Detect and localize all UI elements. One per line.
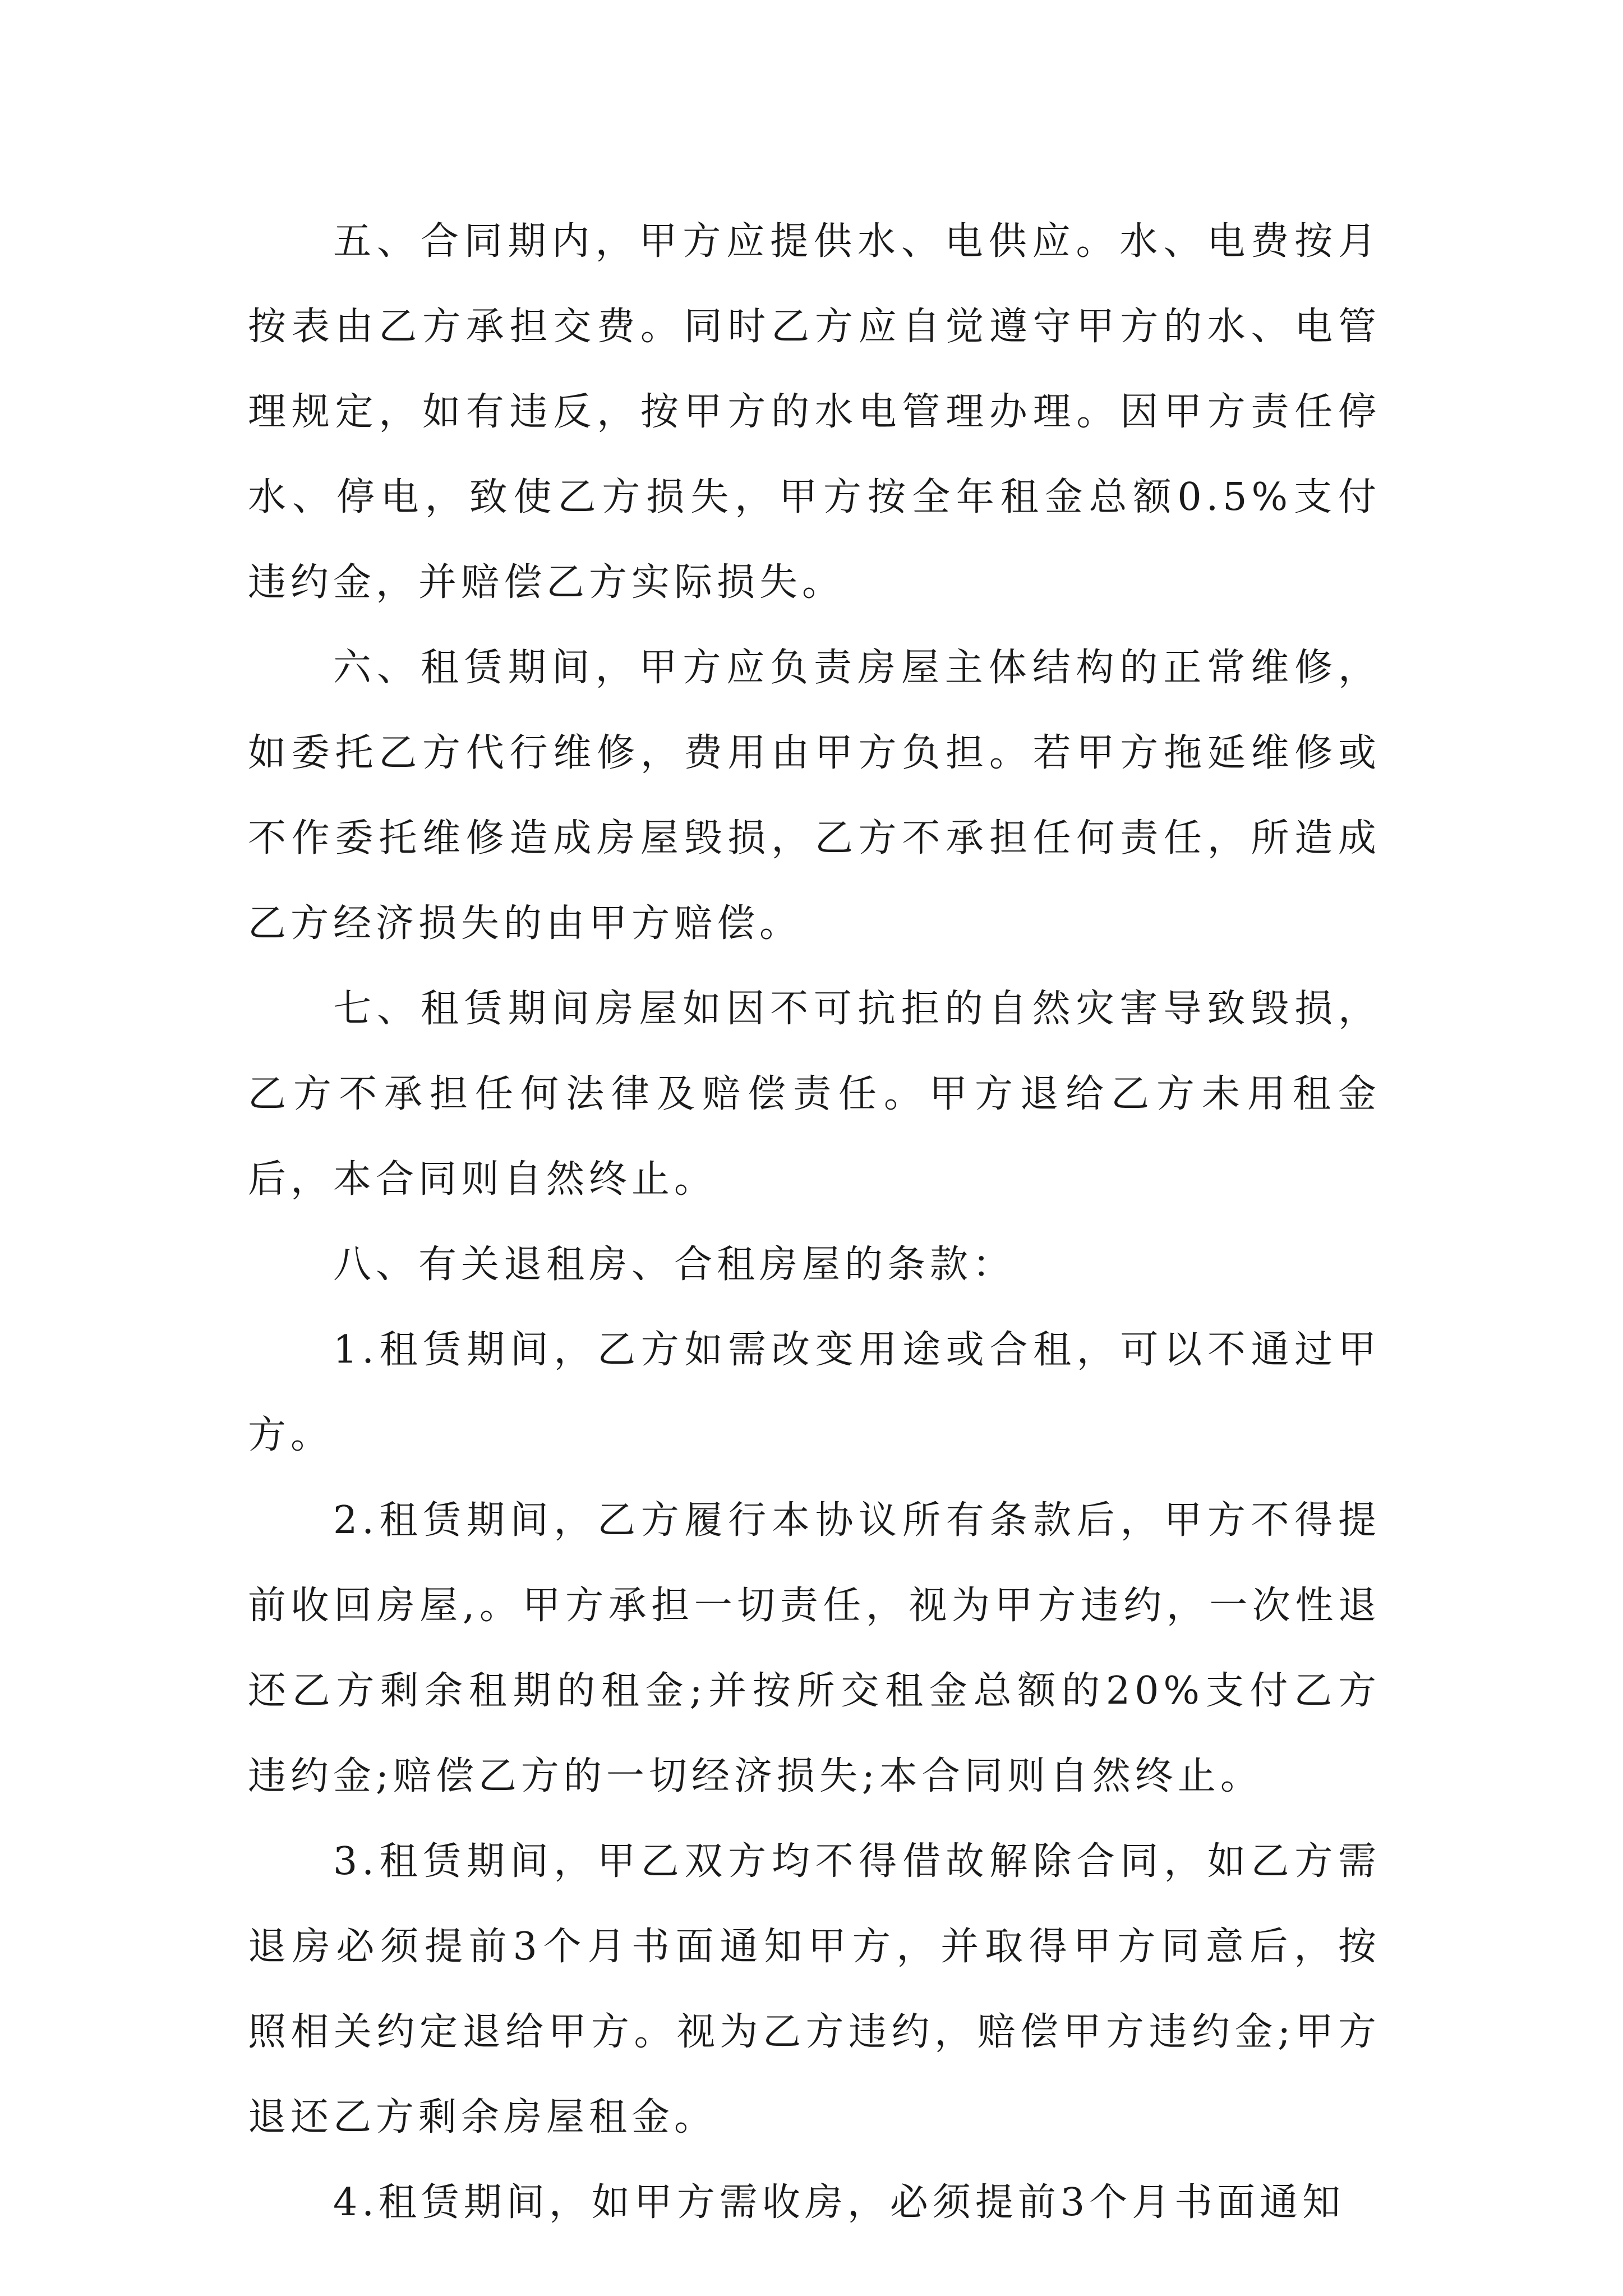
clause-6-paragraph: 六、租赁期间，甲方应负责房屋主体结构的正常维修，如委托乙方代行维修，费用由甲方负担。若甲方拖延维修或不作委托维修造成房屋毁损，乙方不承担任何责任，所造成乙方经济损失的由甲方赔偿。 <box>248 646 1381 946</box>
clause-7-paragraph: 七、租赁期间房屋如因不可抗拒的自然灾害导致毁损，乙方不承担任何法律及赔偿责任。甲方退给乙方未用租金后，本合同则自然终止。 <box>248 987 1381 1202</box>
clause-8-item-1: 1.租赁期间，乙方如需改变用途或合租，可以不通过甲方。 <box>248 1328 1381 1457</box>
clause-8-item-3: 3.租赁期间，甲乙双方均不得借故解除合同，如乙方需退房必须提前3个月书面通知甲方，并取得甲方同意后，按照相关约定退给甲方。视为乙方违约，赔偿甲方违约金;甲方退还乙方剩余房屋租金。 <box>248 1839 1381 2139</box>
contract-body <box>248 199 1381 2246</box>
clause-8-item-4: 4.租赁期间，如甲方需收房，必须提前3个月书面通知 <box>333 2180 1345 2225</box>
clause-5-paragraph: 五、合同期内，甲方应提供水、电供应。水、电费按月按表由乙方承担交费。同时乙方应自觉遵守甲方的水、电管理规定，如有违反，按甲方的水电管理办理。因甲方责任停水、停电，致使乙方损失，甲方按全年租金总额0.5%支付违约金，并赔偿乙方实际损失。 <box>248 219 1381 605</box>
clause-8-item-2: 2.租赁期间，乙方履行本协议所有条款后，甲方不得提前收回房屋,。甲方承担一切责任，视为甲方违约，一次性退还乙方剩余租期的租金;并按所交租金总额的20%支付乙方违约金;赔偿乙方的一切经济损失;本合同则自然终止。 <box>248 1498 1381 1798</box>
clause-8-heading: 八、有关退租房、合租房屋的条款： <box>333 1243 1016 1287</box>
